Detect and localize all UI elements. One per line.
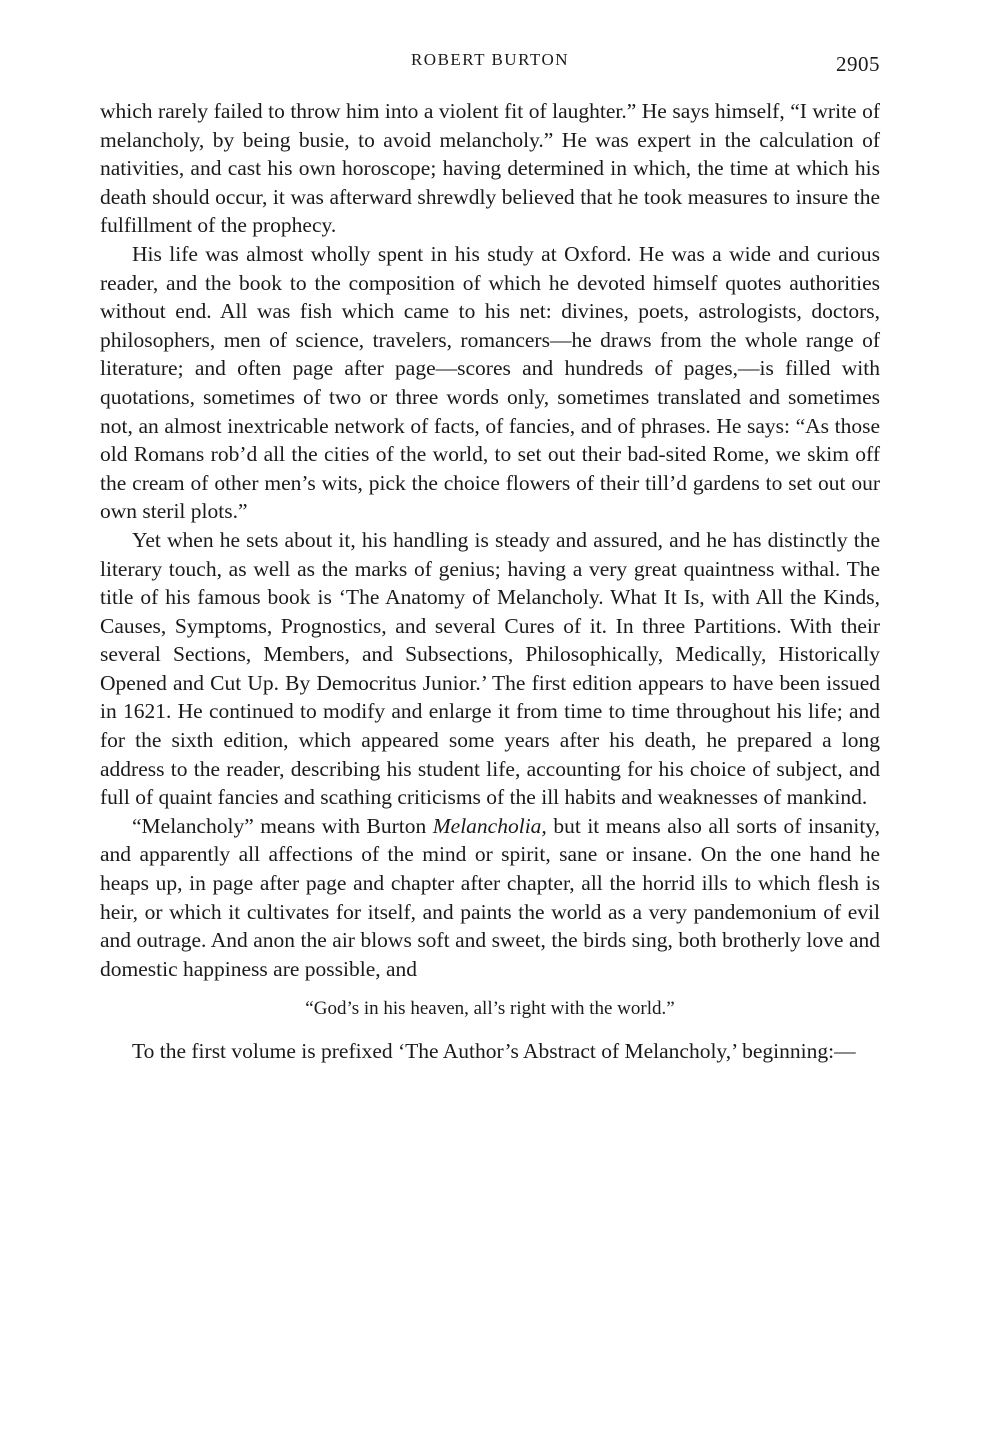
body-text [100, 97, 880, 1066]
running-title: ROBERT BURTON [410, 50, 570, 69]
quotation: “God’s in his heaven, all’s right with the world.” [305, 998, 675, 1020]
running-head [100, 50, 880, 80]
paragraph-1: which rarely failed to throw him into a violent fit of laughter.” He says himself, “I write of melancholy, by being busie, to avoid melancholy.” He was expert in the calculation of nativities, and cast his own horoscope; having determined in which, the time at which his death should occur, it was afterward shrewdly believed that he took measures to insure the fulfillment of the prophecy. [100, 99, 880, 238]
paragraph-4-italic: Melancholia, [432, 813, 547, 838]
paragraph-2: His life was almost wholly spent in his study at Oxford. He was a wide and curious reader, and the book to the composition of which he devoted himself quotes authorities without end. All was fish which came to his net: divines, poets, astrologists, doctors, philosophers, men of science, travelers, romancers—he draws from the whole range of literature; and often page after page—scores and hundreds of pages,—is filled with quotations, sometimes of two or three words only, sometimes translated and sometimes not, an almost inextricable network of facts, of fancies, and of phrases. He says: “As those old Romans rob’d all the cities of the world, to set out their bad-sited Rome, we skim off the cream of other men’s wits, pick the choice flowers of their till’d gardens to set out our own steril plots.” [100, 241, 880, 524]
paragraph-4-rest: but it means also all sorts of insanity, and apparently all affections of the mind or spirit, sane or insane. On the one hand he heaps up, in page after page and chapter after chapter, all the horrid ills to which flesh is heir, or which it cultivates for itself, and paints the world as a very pandemonium of evil and outrage. And anon the air blows soft and sweet, the birds sing, both brotherly love and domestic happiness are possible, and [100, 813, 881, 981]
paragraph-3: Yet when he sets about it, his handling is steady and assured, and he has distinctly the literary touch, as well as the marks of genius; having a very great quaintness withal. The title of his famous book is ‘The Anatomy of Melancholy. What It Is, with All the Kinds, Causes, Symptoms, Prognostics, and several Cures of it. In three Partitions. With their several Sections, Members, and Subsections, Philosophically, Medically, Historically Opened and Cut Up. By Democritus Junior.’ The first edition appears to have been issued in 1621. He continued to modify and enlarge it from time to time throughout his life; and for the sixth edition, which appeared some years after his death, he prepared a long address to the reader, describing his student life, accounting for his choice of subject, and full of quaint fancies and scathing criticisms of the ill habits and weaknesses of mankind. [100, 527, 880, 810]
paragraph-4-start: “Melancholy” means with Burton [132, 813, 427, 838]
paragraph-4 [100, 812, 880, 984]
paragraph-5: To the first volume is prefixed ‘The Author’s Abstract of Melancholy,’ beginning:— [132, 1039, 856, 1064]
page-number: 2905 [836, 52, 880, 76]
